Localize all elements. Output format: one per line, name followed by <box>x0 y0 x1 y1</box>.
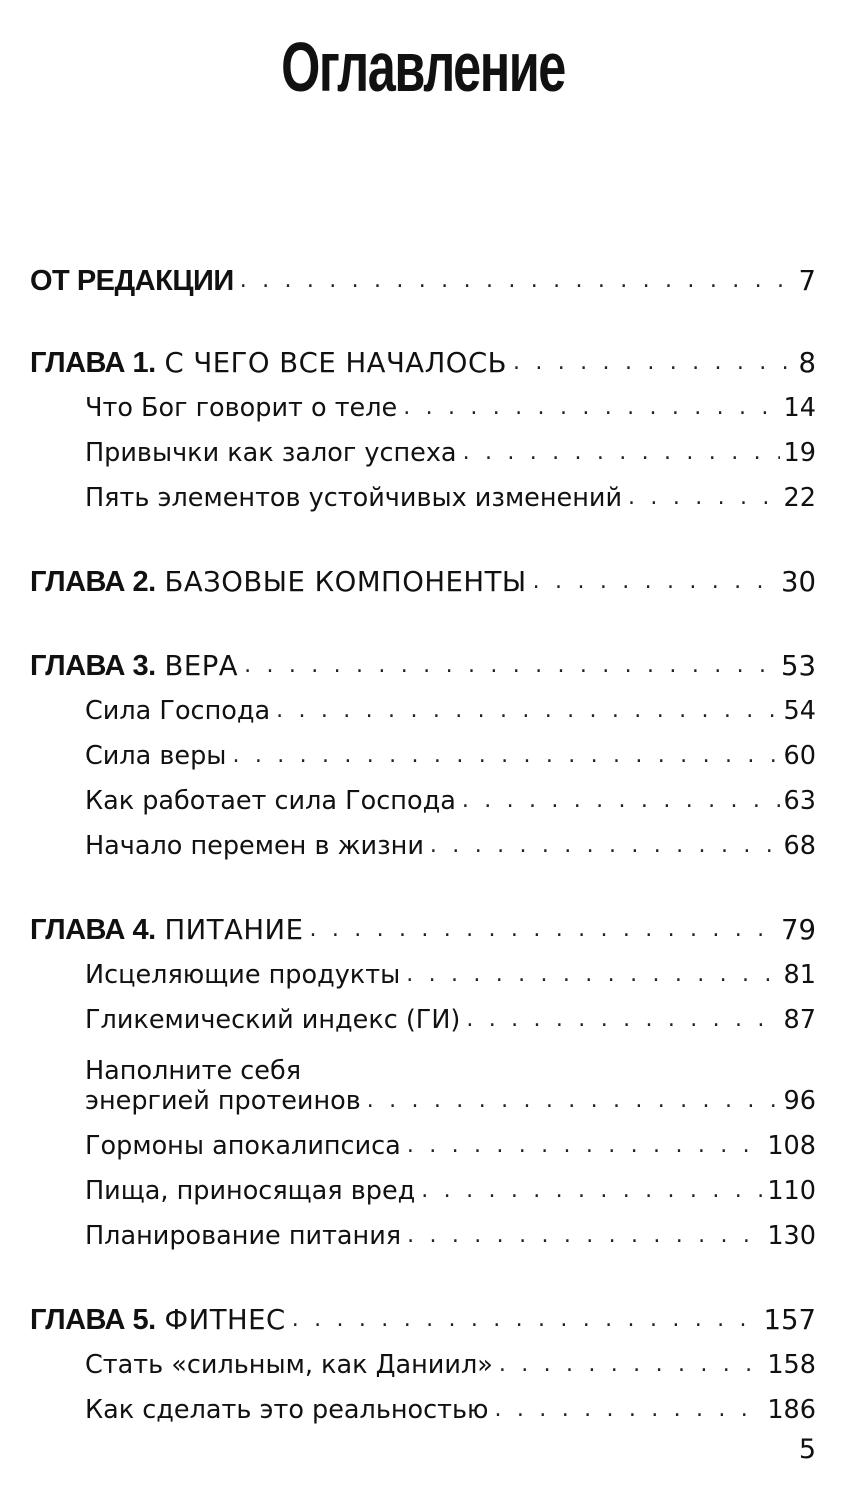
toc-page-number: 186 <box>767 1395 816 1425</box>
dot-leader <box>367 1086 780 1116</box>
dot-leader <box>533 567 777 597</box>
toc-entry-label <box>30 915 303 945</box>
toc-entry-label: Стать «сильным, как Даниил» <box>85 1350 493 1380</box>
toc-page-number: 19 <box>783 438 816 468</box>
dot-leader <box>403 393 779 423</box>
dot-leader <box>309 915 777 945</box>
chapter-number: ГЛАВА 2. <box>30 566 156 598</box>
toc-page-number: 87 <box>783 1005 816 1035</box>
toc-entry-label: Как работает сила Господа <box>85 786 456 816</box>
toc-entry-subsection[interactable] <box>30 1380 816 1425</box>
dot-leader <box>240 266 795 296</box>
toc-page-number: 22 <box>783 483 816 513</box>
dot-leader <box>495 1395 764 1425</box>
toc-entry-chapter-2[interactable] <box>30 549 816 597</box>
toc-entry-subsection[interactable] <box>30 945 816 990</box>
toc-section-chapter-3 <box>30 633 816 861</box>
toc-page-number: 63 <box>783 786 816 816</box>
toc-entry-subsection[interactable] <box>30 1206 816 1251</box>
toc-entry-subsection[interactable] <box>30 423 816 468</box>
toc-page-number: 158 <box>767 1350 816 1380</box>
toc-entry-subsection[interactable] <box>30 681 816 726</box>
dot-leader <box>276 696 779 726</box>
toc-entry-subsection[interactable] <box>30 990 816 1035</box>
dot-leader <box>421 1176 763 1206</box>
dot-leader <box>430 831 780 861</box>
toc-entry-label: Пять элементов устойчивых изменений <box>85 483 623 513</box>
toc-entry-chapter-5[interactable] <box>30 1287 816 1335</box>
toc-entry-subsection[interactable] <box>30 1116 816 1161</box>
chapter-title: ВЕРА <box>164 650 239 682</box>
toc-page-number: 110 <box>767 1176 816 1206</box>
dot-leader <box>466 1005 779 1035</box>
toc-section-editorial <box>30 248 816 296</box>
toc-entry-label: Сила Господа <box>85 696 271 726</box>
page-folio-number: 5 <box>798 1434 816 1465</box>
toc-entry-label: Что Бог говорит о теле <box>85 393 398 423</box>
toc-page-number: 96 <box>783 1086 816 1116</box>
toc-page-number: 30 <box>781 566 816 598</box>
toc-entry-label <box>30 1305 286 1335</box>
toc-entry-subsection[interactable] <box>30 1335 816 1380</box>
toc-section-chapter-4 <box>30 897 816 1251</box>
toc-entry-subsection[interactable] <box>30 726 816 771</box>
toc-entry-subsection[interactable] <box>30 816 816 861</box>
toc-entry-label: Гликемический индекс (ГИ) <box>85 1005 461 1035</box>
dot-leader <box>406 960 779 990</box>
toc-page-number: 79 <box>781 914 816 946</box>
toc-entry-label-line-1: Наполните себя <box>85 1056 302 1086</box>
dot-leader <box>513 348 794 378</box>
toc-entry-label <box>30 651 238 681</box>
toc-page-number: 53 <box>781 650 816 682</box>
toc-entry-label: Сила веры <box>85 741 227 771</box>
chapter-title: ПИТАНИЕ <box>164 914 304 946</box>
toc-section-chapter-1 <box>30 330 816 513</box>
toc-entry-label <box>30 348 507 378</box>
chapter-title: С ЧЕГО ВСЕ НАЧАЛОСЬ <box>164 347 508 379</box>
toc-entry-label: Пища, приносящая вред <box>85 1176 416 1206</box>
chapter-number: ГЛАВА 1. <box>30 347 156 379</box>
toc-entry-chapter-4[interactable] <box>30 897 816 945</box>
dot-leader <box>407 1221 763 1251</box>
toc-page-number: 60 <box>783 741 816 771</box>
dot-leader <box>463 438 780 468</box>
toc-entry-chapter-1[interactable] <box>30 330 816 378</box>
toc-page-number: 157 <box>763 1304 816 1336</box>
toc-section-chapter-2 <box>30 549 816 597</box>
toc-entry-subsection[interactable] <box>30 1161 816 1206</box>
toc-entry-label: Гормоны апокалипсиса <box>85 1131 401 1161</box>
toc-page-number: 68 <box>783 831 816 861</box>
dot-leader <box>292 1305 760 1335</box>
chapter-number: ГЛАВА 4. <box>30 914 156 946</box>
chapter-number: ГЛАВА 5. <box>30 1304 156 1336</box>
toc-entry-subsection[interactable] <box>30 378 816 423</box>
dot-leader <box>232 741 779 771</box>
toc-entry-label: Исцеляющие продукты <box>85 960 401 990</box>
toc-page-number: 8 <box>798 347 816 379</box>
toc-page-number: 54 <box>783 696 816 726</box>
page-title: Оглавление <box>281 28 565 106</box>
toc-page-number: 81 <box>783 960 816 990</box>
dot-leader <box>462 786 780 816</box>
toc-entry-label: Начало перемен в жизни <box>85 831 424 861</box>
chapter-title: ФИТНЕС <box>164 1304 286 1336</box>
dot-leader <box>244 651 777 681</box>
chapter-title: БАЗОВЫЕ КОМПОНЕНТЫ <box>164 566 527 598</box>
toc-entry-label-line-2: энергией протеинов <box>85 1086 361 1116</box>
toc-page-number: 7 <box>798 265 816 297</box>
toc-entry-chapter-3[interactable] <box>30 633 816 681</box>
toc-entry-subsection[interactable] <box>30 771 816 816</box>
toc-page-number: 130 <box>767 1221 816 1251</box>
toc-entry-label: ОТ РЕДАКЦИИ <box>30 265 234 297</box>
toc-entry-label <box>30 567 527 597</box>
toc-entry-label <box>85 1056 361 1116</box>
toc-entry-label: Привычки как залог успеха <box>85 438 457 468</box>
table-of-contents <box>30 248 816 1425</box>
toc-section-chapter-5 <box>30 1287 816 1425</box>
toc-entry-label: Планирование питания <box>85 1221 402 1251</box>
chapter-number: ГЛАВА 3. <box>30 650 156 682</box>
toc-page-number: 14 <box>783 393 816 423</box>
dot-leader <box>628 483 780 513</box>
dot-leader <box>407 1131 764 1161</box>
dot-leader <box>499 1350 763 1380</box>
toc-entry-label: Как сделать это реальностью <box>85 1395 489 1425</box>
toc-entry-editorial[interactable] <box>30 248 816 296</box>
toc-page-number: 108 <box>767 1131 816 1161</box>
toc-entry-subsection[interactable] <box>30 1035 816 1116</box>
toc-entry-subsection[interactable] <box>30 468 816 513</box>
